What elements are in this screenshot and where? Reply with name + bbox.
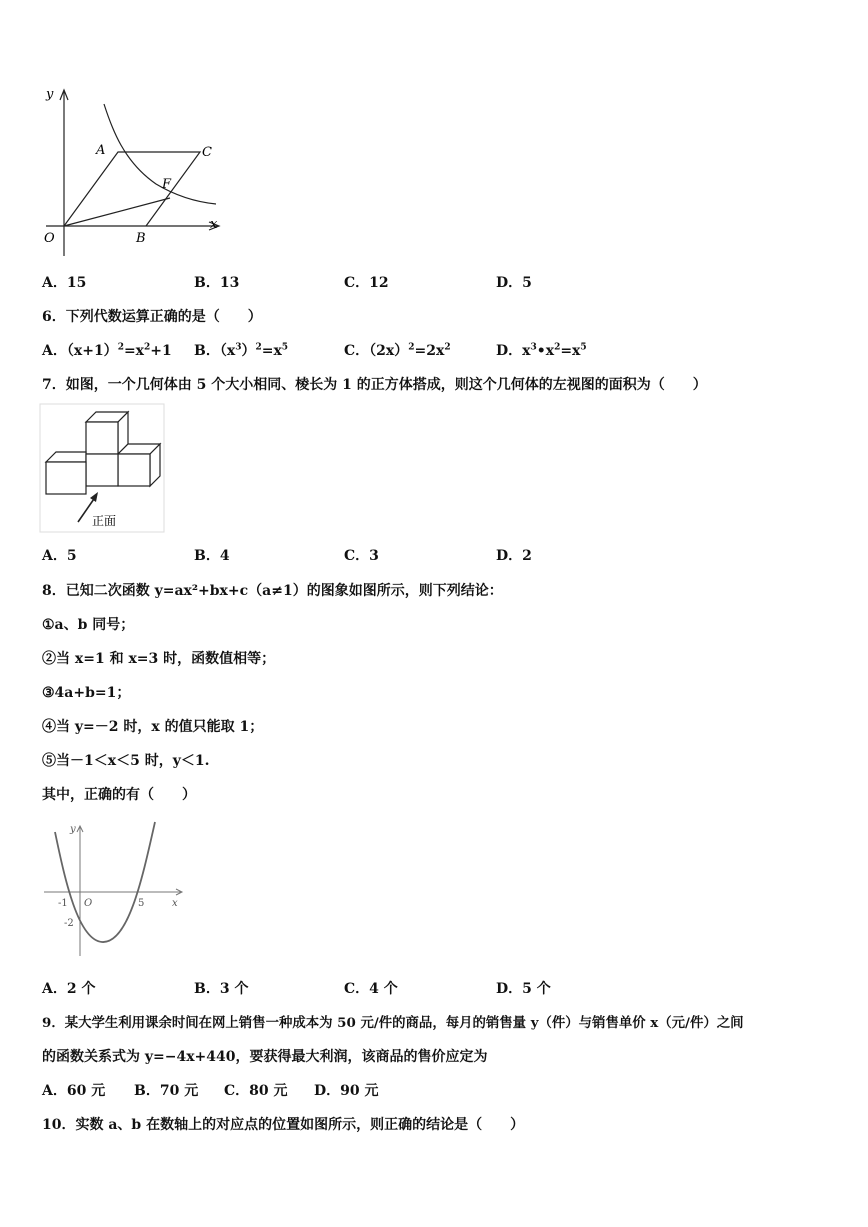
q7-stem: 7．如图，一个几何体由 5 个大小相同、棱长为 1 的正方体搭成，则这个几何体的左视图的面积为（ ） — [42, 377, 707, 393]
q9-option-b[interactable]: B．70 元 — [134, 1083, 199, 1099]
q6-d-mid: •x — [536, 343, 555, 359]
graph-neg1-label: -1 — [58, 898, 68, 909]
q8-option-b[interactable]: B．3 个 — [194, 981, 249, 997]
q8-parabola-graph — [40, 820, 186, 960]
q6-stem: 6．下列代数运算正确的是（ ） — [42, 309, 262, 325]
q8-statement-5: ⑤当－1＜x＜5 时，y＜1. — [42, 753, 210, 769]
q6-a-exp2: 2 — [144, 342, 151, 353]
fig5-c-label: C — [202, 145, 212, 160]
parallelogram — [64, 152, 200, 226]
fig5-o-label: O — [44, 231, 55, 246]
segment-of — [64, 198, 170, 226]
q6-c-pre: C．（2x） — [344, 343, 409, 359]
q8-option-a[interactable]: A．2 个 — [42, 981, 96, 997]
q6-d-post: =x — [560, 343, 581, 359]
q5-option-b[interactable]: B．13 — [194, 275, 240, 291]
fig5-a-label: A — [96, 143, 106, 158]
graph-x-label: x — [172, 898, 178, 909]
q5-option-c[interactable]: C．12 — [344, 275, 389, 291]
q5-figure — [36, 84, 226, 254]
q6-c-exp: 2 — [408, 342, 415, 353]
q5-option-d[interactable]: D．5 — [496, 275, 532, 291]
q9-option-a[interactable]: A．60 元 — [42, 1083, 106, 1099]
q9-line-1: 9．某大学生利用课余时间在网上销售一种成本为 50 元/件的商品，每月的销售量 y（件）与销售单价 x（元/件）之间 — [42, 1015, 744, 1031]
q8-option-c[interactable]: C．4 个 — [344, 981, 398, 997]
q8-ask: 其中，正确的有（ ） — [42, 787, 196, 803]
q6-a-pre: A．（x+1） — [42, 343, 118, 359]
q6-d-exp2: 2 — [554, 342, 561, 353]
q10-stem: 10．实数 a、b 在数轴上的对应点的位置如图所示，则正确的结论是（ ） — [42, 1117, 525, 1133]
fig5-f-label: F — [162, 177, 172, 192]
q6-c-post: =2x — [414, 343, 445, 359]
q6-option-a[interactable] — [42, 342, 172, 360]
q8-option-d[interactable]: D．5 个 — [496, 981, 551, 997]
q7-option-c[interactable]: C．3 — [344, 548, 379, 564]
q6-option-d[interactable] — [496, 342, 587, 360]
fig5-x-label: x — [210, 217, 218, 232]
q6-b-exp3: 5 — [281, 342, 289, 353]
q6-d-exp3: 5 — [580, 342, 587, 353]
q6-b-exp: 3 — [235, 342, 242, 353]
q8-statement-2: ②当 x=1 和 x=3 时，函数值相等； — [42, 651, 276, 667]
q6-option-b[interactable] — [194, 342, 288, 360]
q6-b-pre: B．（x — [194, 343, 236, 359]
q8-statement-1: ①a、b 同号； — [42, 617, 135, 633]
q7-option-b[interactable]: B．4 — [194, 548, 230, 564]
q6-b-mid: ） — [241, 343, 256, 359]
graph-neg2-label: -2 — [64, 918, 74, 929]
q7-cube-figure — [40, 404, 164, 532]
q6-d-exp: 3 — [530, 342, 537, 353]
q6-a-mid: =x — [123, 343, 145, 359]
q6-c-exp2: 2 — [444, 342, 451, 353]
fig5-y-label: y — [46, 87, 54, 102]
q6-b-exp2: 2 — [255, 342, 262, 353]
q7-option-a[interactable]: A．5 — [42, 548, 77, 564]
graph-five-label: 5 — [138, 898, 145, 909]
q5-option-a[interactable]: A．15 — [42, 275, 87, 291]
q7-option-d[interactable]: D．2 — [496, 548, 532, 564]
q6-a-exp: 2 — [117, 342, 124, 353]
q9-line-2: 的函数关系式为 y=−4x+440，要获得最大利润，该商品的售价应定为 — [42, 1049, 488, 1065]
q9-option-c[interactable]: C．80 元 — [224, 1083, 288, 1099]
q8-stem: 8．已知二次函数 y=ax²+bx+c（a≠1）的图象如图所示，则下列结论： — [42, 583, 503, 599]
q7-front-label: 正面 — [92, 514, 117, 528]
graph-y-label: y — [70, 824, 76, 835]
fig5-b-label: B — [136, 231, 146, 246]
graph-o-label: O — [84, 898, 93, 909]
q9-option-d[interactable]: D．90 元 — [314, 1083, 379, 1099]
q6-b-post: =x — [261, 343, 282, 359]
q8-statement-3: ③4a+b=1； — [42, 685, 131, 701]
q6-d-pre: D．x — [496, 343, 531, 359]
q6-a-post: +1 — [150, 343, 172, 359]
q8-statement-4: ④当 y=－2 时，x 的值只能取 1； — [42, 719, 264, 735]
q6-option-c[interactable] — [344, 342, 451, 360]
